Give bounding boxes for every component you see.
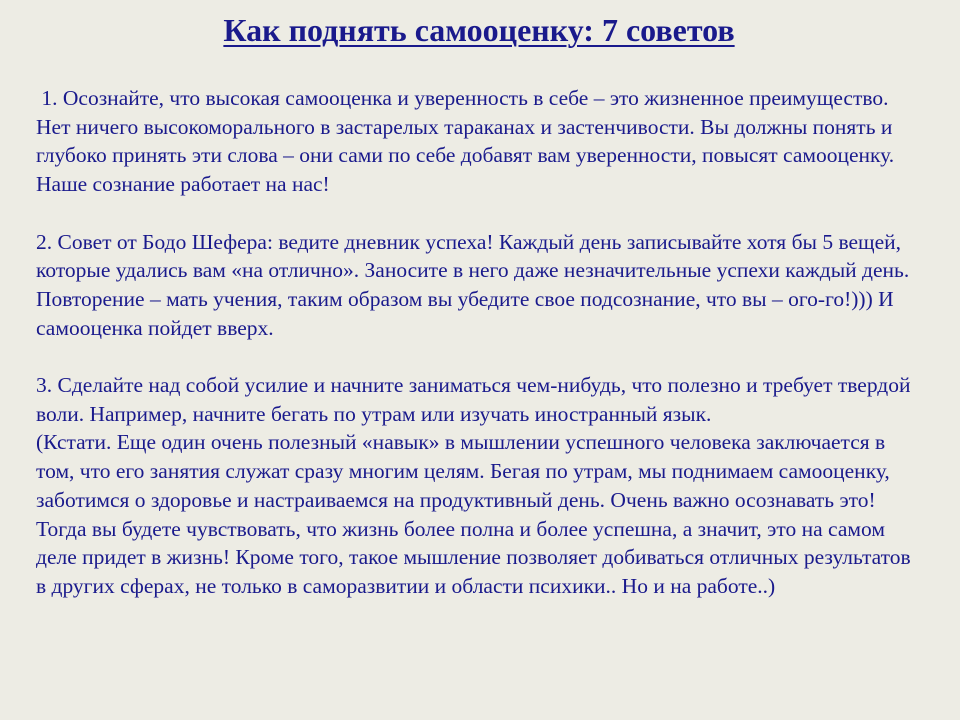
slide-content (36, 84, 922, 601)
tip-3-note: (Кстати. Еще один очень полезный «навык» в мышлении успешного человека заключается в том, что его занятия служат сразу многим целям. Бегая по утрам, мы поднимаем самооценку, заботимся о здоровье и настраиваемся на продуктивный день. Очень важно осознавать это! Тогда вы будете чувствовать, что жизнь более полна и более успешна, а значит, это на самом деле придет в жизнь! Кроме того, такое мышление позволяет добиваться отличных результатов в других сферах, не только в саморазвитии и области психики.. Но и на работе..) (36, 430, 911, 598)
tip-1: 1. Осознайте, что высокая самооценка и уверенность в себе – это жизненное преимущество. Нет ничего высокоморального в застарелых тараканах и застенчивости. Вы должны понять и глубоко принять эти слова – они сами по себе добавят вам уверенности, повысят самооценку. Наше сознание работает на нас! (36, 86, 900, 197)
spacer (36, 342, 922, 371)
tip-3: 3. Сделайте над собой усилие и начните заниматься чем-нибудь, что полезно и требует твердой воли. Например, начните бегать по утрам или изучать иностранный язык. (36, 373, 911, 426)
tip-2: 2. Совет от Бодо Шефера: ведите дневник успеха! Каждый день записывайте хотя бы 5 вещей, которые удались вам «на отлично». Заносите в него даже незначительные успехи каждый день. Повторение – мать учения, таким образом вы убедите свое подсознание, что вы – ого-го!))) И самооценка пойдет вверх. (36, 229, 910, 340)
slide-title: Как поднять самооценку: 7 советов (223, 12, 735, 48)
spacer (36, 199, 922, 228)
